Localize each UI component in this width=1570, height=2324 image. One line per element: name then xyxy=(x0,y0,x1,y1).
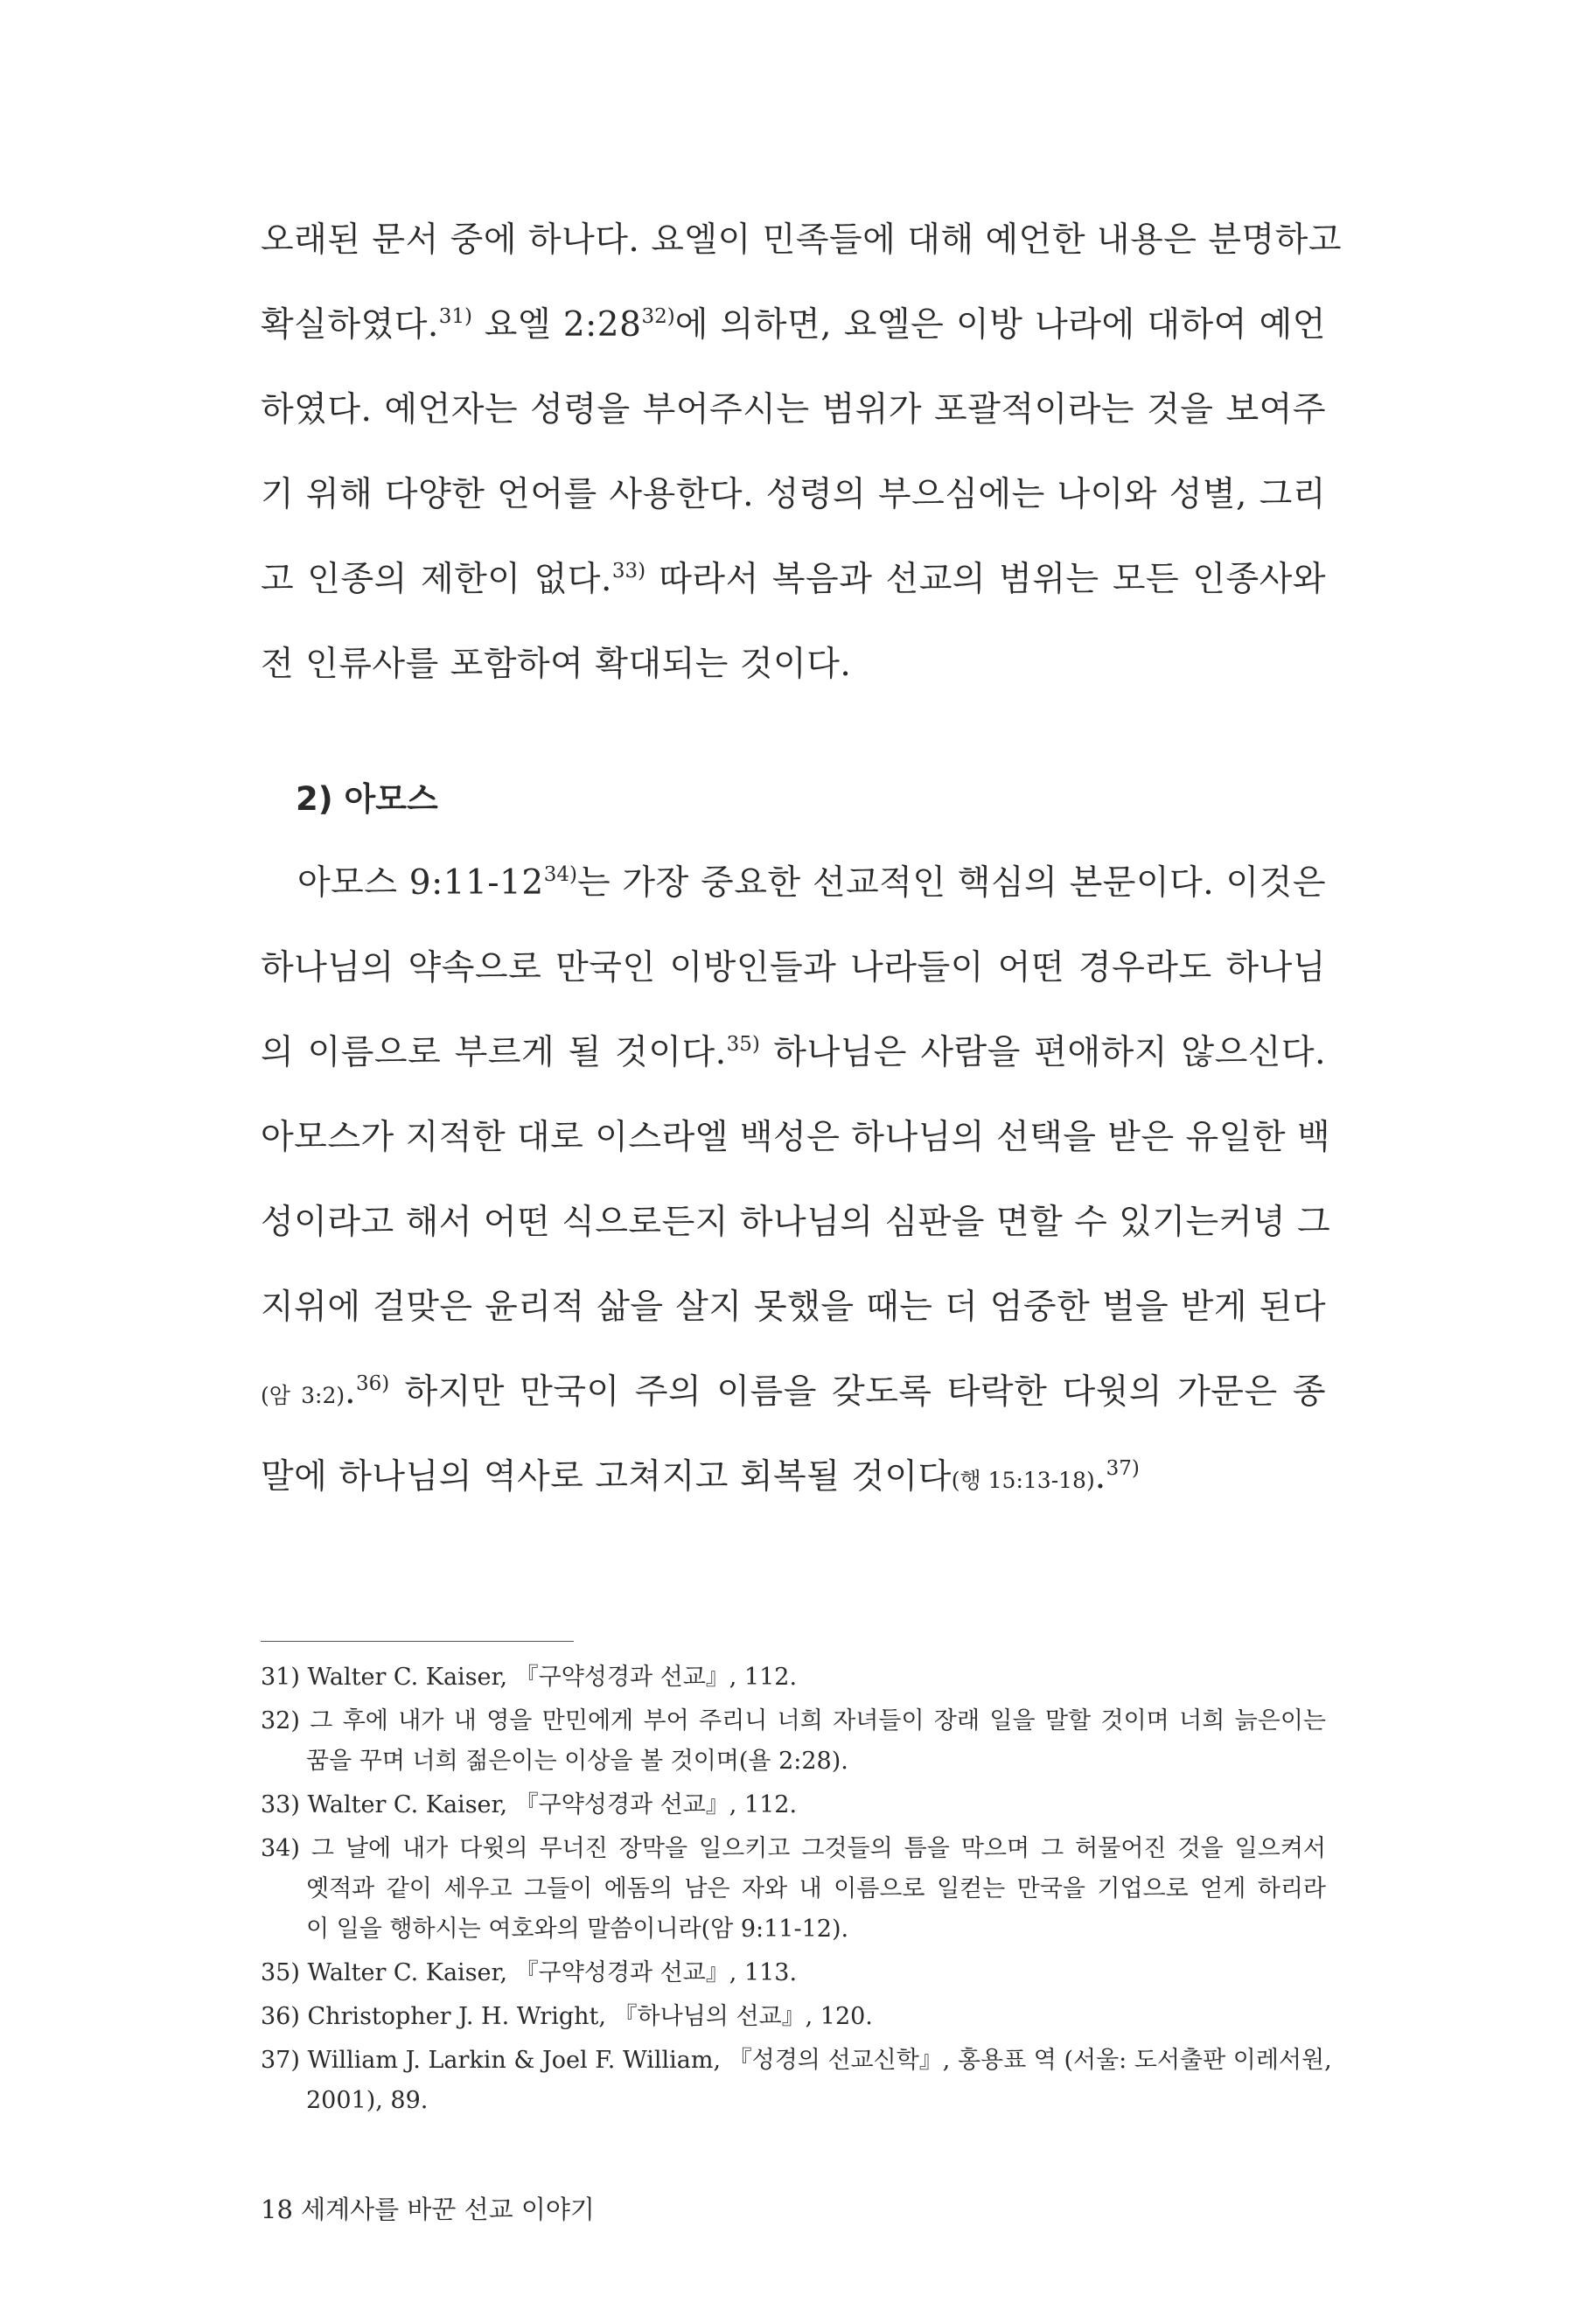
book-title: 세계사를 바꾼 선교 이야기 xyxy=(301,2195,595,2224)
body-line: (암 3:2).$^{36)}$ 하지만 만국이 주의 이름을 갖도록 타락한 다윗의 가문은 종 xyxy=(261,1372,1327,1412)
body-line: 확실하였다.$^{31)}$ 요엘 2:28$^{32)}$에 의하면, 요엘은 이방 나라에 대하여 예언 xyxy=(261,305,1326,345)
body-line: 아모스가 지적한 대로 이스라엘 백성은 하나님의 선택을 받은 유일한 백 xyxy=(261,1118,1331,1157)
footnote-37-cont: 2001), 89. xyxy=(306,2087,429,2114)
footnote-ref[interactable]: 35) xyxy=(726,1033,760,1056)
body-line: 아모스 9:11-12$^{34)}$는 가장 중요한 선교적인 핵심의 본문이다. 이것은 xyxy=(297,863,1326,903)
body-line: 오래된 문서 중에 하나다. 요엘이 민족들에 대해 예언한 내용은 분명하고 xyxy=(261,220,1343,260)
body-line: 기 위해 다양한 언어를 사용한다. 성령의 부으심에는 나이와 성별, 그리 xyxy=(261,475,1326,514)
page-number: 18 xyxy=(261,2195,293,2224)
footnote-divider xyxy=(261,1641,574,1642)
footnote-32-cont: 꿈을 꾸며 너희 젊은이는 이상을 볼 것이며(욜 2:28). xyxy=(306,1748,848,1775)
footnote-34-cont: 이 일을 행하시는 여호와의 말씀이니라(암 9:11-12). xyxy=(306,1916,849,1943)
running-footer xyxy=(261,2192,595,2227)
scripture-citation: (암 3:2) xyxy=(261,1383,345,1408)
footnote-ref[interactable]: 37) xyxy=(1106,1457,1140,1480)
footnote-ref[interactable]: 33) xyxy=(611,560,646,583)
body-line: 고 인종의 제한이 없다.$^{33)}$ 따라서 복음과 선교의 범위는 모든 인종사와 xyxy=(261,560,1327,599)
body-line: 말에 하나님의 역사로 고쳐지고 회복될 것이다(행 15:13-18).$^{37)}$ xyxy=(261,1457,1140,1497)
footnote-34-cont: 옛적과 같이 세우고 그들이 에돔의 남은 자와 내 이름으로 일컫는 만국을 기업으로 얻게 하리라 xyxy=(306,1875,1326,1902)
scripture-citation: (행 15:13-18) xyxy=(951,1468,1095,1493)
footnote-33: 33) Walter C. Kaiser, 『구약성경과 선교』, 112. xyxy=(261,1791,798,1818)
footnote-ref[interactable]: 36) xyxy=(356,1372,390,1395)
body-line: 하였다. 예언자는 성령을 부어주시는 범위가 포괄적이라는 것을 보여주 xyxy=(261,390,1326,429)
footnote-34: 34) 그 날에 내가 다윗의 무너진 장막을 일으키고 그것들의 틈을 막으며 그 허물어진 것을 일으켜서 xyxy=(261,1835,1326,1862)
body-line: 전 인류사를 포함하여 확대되는 것이다. xyxy=(261,645,852,684)
footnote-ref[interactable]: 31) xyxy=(438,305,473,328)
footnote-32: 32) 그 후에 내가 내 영을 만민에게 부어 주리니 너희 자녀들이 장래 일을 말할 것이며 너희 늙은이는 xyxy=(261,1707,1326,1734)
footnote-ref[interactable]: 34) xyxy=(543,863,577,886)
section-heading: 2) 아모스 xyxy=(296,780,438,818)
body-line: 하나님의 약속으로 만국인 이방인들과 나라들이 어떤 경우라도 하나님 xyxy=(261,948,1326,988)
body-line: 의 이름으로 부르게 될 것이다.$^{35)}$ 하나님은 사람을 편애하지 않으신다. xyxy=(261,1033,1326,1072)
footnote-36: 36) Christopher J. H. Wright, 『하나님의 선교』, 120. xyxy=(261,2003,873,2030)
body-line: 지위에 걸맞은 윤리적 삶을 살지 못했을 때는 더 엄중한 벌을 받게 된다 xyxy=(261,1288,1326,1327)
footnote-35: 35) Walter C. Kaiser, 『구약성경과 선교』, 113. xyxy=(261,1959,798,1986)
footnote-ref[interactable]: 32) xyxy=(641,305,675,328)
body-line: 성이라고 해서 어떤 식으로든지 하나님의 심판을 면할 수 있기는커녕 그 xyxy=(261,1203,1331,1242)
footnote-37: 37) William J. Larkin & Joel F. William, 『성경의 선교신학』, 홍용표 역 (서울: 도서출판 이레서원, xyxy=(261,2047,1332,2074)
footnote-31: 31) Walter C. Kaiser, 『구약성경과 선교』, 112. xyxy=(261,1664,798,1691)
